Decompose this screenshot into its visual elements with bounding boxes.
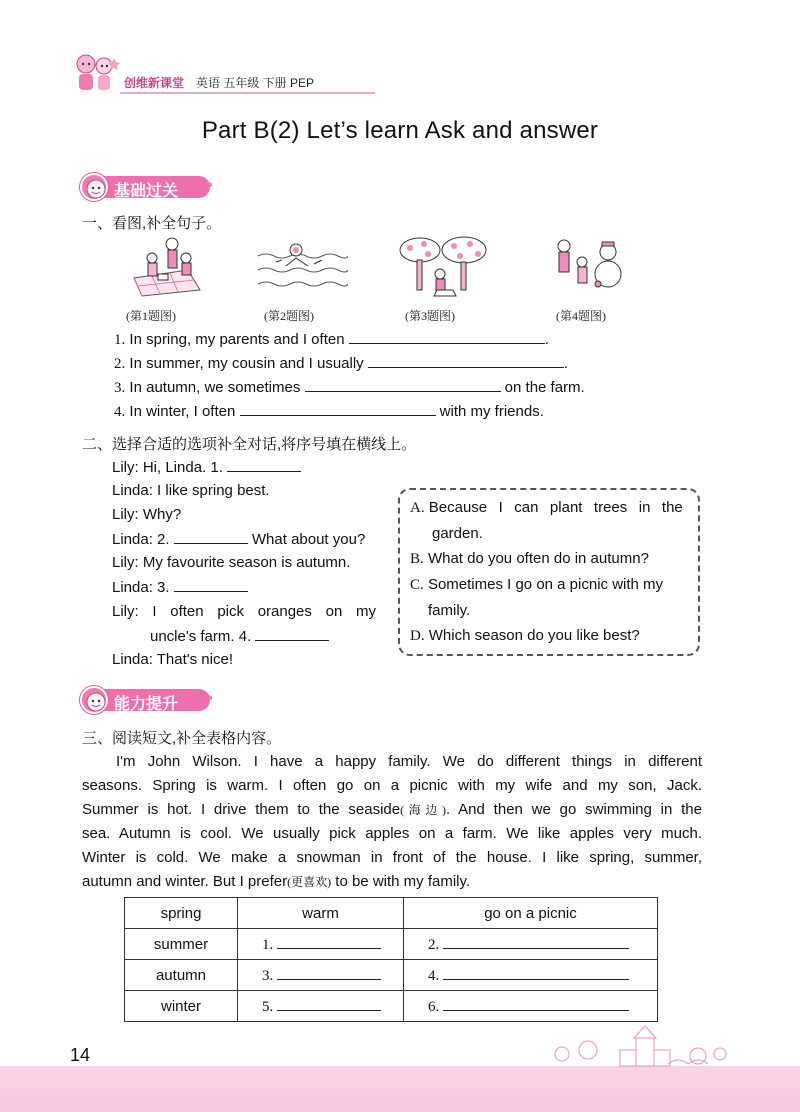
answer-blank[interactable] (443, 966, 629, 980)
q2-heading: 二、选择合适的选项补全对话,将序号填在横线上。 (82, 436, 417, 453)
options-box (398, 488, 700, 656)
dialogue-line: Lily: I often pick oranges on my (112, 603, 376, 620)
picture-caption: (第4题图) (556, 309, 606, 323)
dialogue-line: Lily: Why? (112, 506, 182, 523)
answer-blank[interactable] (277, 935, 381, 949)
swimming-picture (256, 236, 348, 298)
q1-item: 1. In spring, my parents and I often . (114, 331, 549, 348)
dialogue-line: Lily: Hi, Linda. 1. (112, 458, 301, 476)
cartoon-kids-icon (68, 50, 124, 98)
dialogue-line: Linda: 2. What about you? (112, 531, 366, 548)
table-answer-cell[interactable]: 1. (238, 929, 404, 960)
table-cell: autumn (125, 960, 238, 991)
passage-line: Winter is cold. We make a snowman in front of the house. I like spring, summer, (82, 849, 702, 866)
table-cell: winter (125, 991, 238, 1022)
table-answer-cell[interactable]: 2. (404, 929, 658, 960)
table-answer-cell[interactable]: 6. (404, 991, 658, 1022)
passage-line: sea. Autumn is cool. We usually pick apples on a farm. We like apples very much. (82, 825, 702, 842)
badge-label: 能力提升 (114, 696, 179, 713)
answer-blank[interactable] (443, 997, 629, 1011)
answer-blank[interactable] (227, 458, 301, 472)
section-badge-advanced (80, 686, 230, 712)
dialogue-line: Linda: I like spring best. (112, 482, 270, 499)
table-row (125, 960, 658, 991)
table-answer-cell[interactable]: 4. (404, 960, 658, 991)
picture-caption: (第2题图) (264, 309, 314, 323)
table-answer-cell[interactable]: 3. (238, 960, 404, 991)
table-cell: summer (125, 929, 238, 960)
answer-blank[interactable] (443, 935, 629, 949)
q1-item: 3. In autumn, we sometimes on the farm. (114, 379, 585, 396)
header-rule (120, 92, 375, 94)
table-answer-cell[interactable]: 5. (238, 991, 404, 1022)
q1-heading: 一、看图,补全句子。 (82, 215, 222, 232)
dialogue-line: uncle's farm. 4. (150, 627, 329, 645)
passage-line: Summer is hot. I drive them to the seaside(海边). And then we go swimming in the (82, 801, 702, 818)
snowman-picture (548, 234, 626, 300)
q1-item: 4. In winter, I often with my friends. (114, 403, 544, 420)
castle-decoration-icon (548, 1024, 738, 1070)
table-row (125, 929, 658, 960)
answer-blank[interactable] (174, 530, 248, 544)
table-cell: warm (238, 898, 404, 929)
footer-band (0, 1066, 800, 1112)
badge-label: 基础过关 (114, 183, 179, 200)
answer-blank[interactable] (277, 997, 381, 1011)
option-b: B. What do you often do in autumn? (410, 550, 649, 567)
apple-picking-picture (398, 234, 490, 300)
option-a-cont: garden. (432, 525, 483, 542)
answer-blank[interactable] (240, 402, 436, 416)
option-c-cont: family. (428, 602, 471, 619)
dialogue-line: Linda: 3. (112, 578, 248, 596)
chevron-right-icon: >> (198, 690, 209, 707)
picture-caption: (第1题图) (126, 309, 176, 323)
picnic-picture (128, 234, 204, 300)
page-header (60, 48, 380, 100)
season-table (124, 897, 658, 1022)
page-number: 14 (70, 1045, 91, 1065)
brand-label: 创维新课堂 (124, 76, 185, 90)
q1-item: 2. In summer, my cousin and I usually . (114, 355, 569, 372)
grade-label: 英语 五年级 下册 PEP (196, 76, 315, 90)
table-row (125, 991, 658, 1022)
table-cell: spring (125, 898, 238, 929)
table-row (125, 898, 658, 929)
answer-blank[interactable] (174, 578, 248, 592)
child-face-icon (80, 686, 108, 714)
passage-line: autumn and winter. But I prefer(更喜欢) to be with my family. (82, 873, 471, 890)
child-face-icon (80, 173, 108, 201)
badge-bar (98, 689, 210, 711)
answer-blank[interactable] (349, 330, 545, 344)
chevron-right-icon: >> (198, 177, 209, 194)
option-c: C. Sometimes I go on a picnic with my (410, 576, 664, 593)
answer-blank[interactable] (368, 354, 564, 368)
section-badge-basic (80, 173, 230, 199)
answer-blank[interactable] (305, 378, 501, 392)
answer-blank[interactable] (255, 627, 329, 641)
passage-line: I'm John Wilson. I have a happy family. We do different things in different (116, 753, 702, 770)
reading-passage (82, 750, 702, 894)
dialogue-line: Linda: That's nice! (112, 651, 233, 668)
page-title: Part B(2) Let’s learn Ask and answer (201, 117, 599, 144)
passage-line: seasons. Spring is warm. I often go on a picnic with my wife and my son, Jack. (82, 777, 702, 794)
picture-caption: (第3题图) (405, 309, 455, 323)
option-a: A. Because I can plant trees in the (410, 499, 683, 516)
option-d: D. Which season do you like best? (410, 627, 640, 644)
answer-blank[interactable] (277, 966, 381, 980)
dialogue-line: Lily: My favourite season is autumn. (112, 554, 351, 571)
table-cell: go on a picnic (404, 898, 658, 929)
badge-bar (98, 176, 210, 198)
q3-heading: 三、阅读短文,补全表格内容。 (82, 730, 282, 747)
